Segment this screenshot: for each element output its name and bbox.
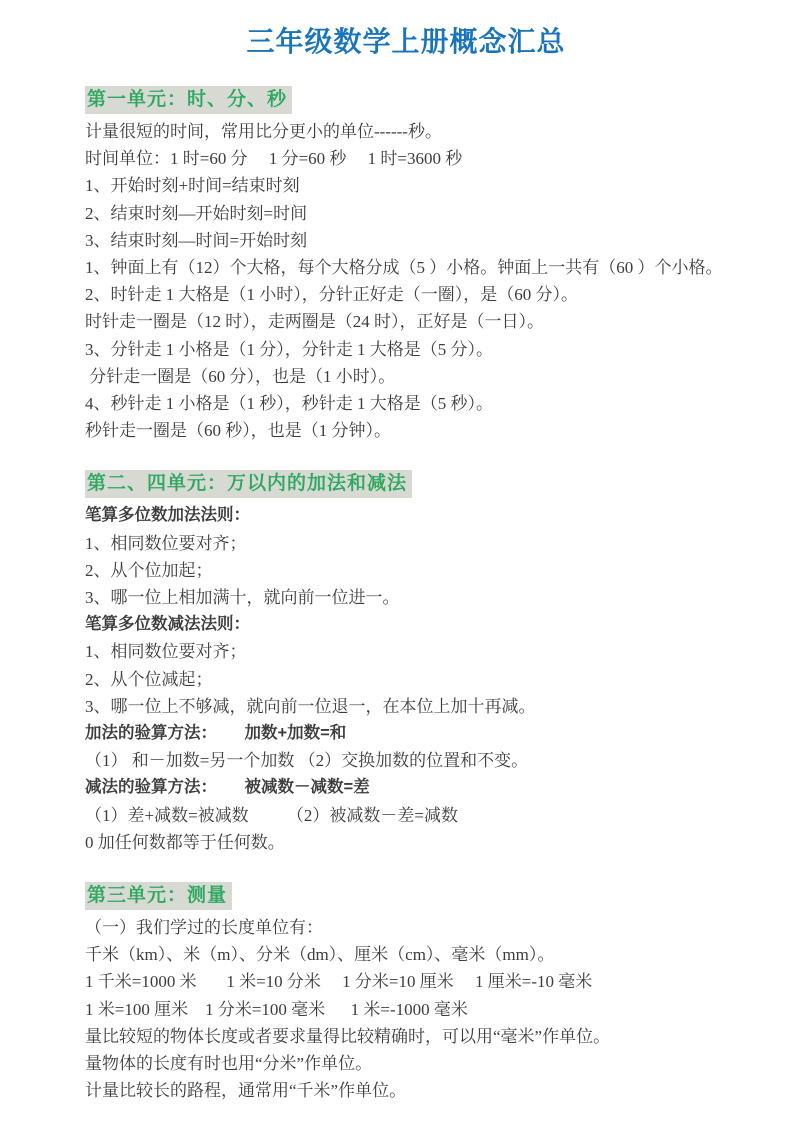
text-line: 量物体的长度有时也用“分米”作单位。 [85, 1054, 373, 1074]
text-line: 1、相同数位要对齐； [85, 642, 247, 662]
text-line: 量比较短的物体长度或者要求量得比较精确时，可以用“毫米”作单位。 [85, 1026, 611, 1046]
text-line: 0 加任何数都等于任何数。 [85, 832, 285, 852]
text-line: 千米（km）、米（m）、分米（dm）、厘米（cm）、毫米（mm）。 [85, 945, 555, 965]
sections-container [85, 86, 757, 1105]
text-line: 加法的验算方法： 加数+加数=和 [85, 724, 347, 743]
text-line: 4、秒针走 1 小格是（1 秒），秒针走 1 大格是（5 秒）。 [85, 394, 493, 414]
text-line: 笔算多位数加法法则： [85, 506, 250, 525]
text-line: 1 千米=1000 米 1 米=10 分米 1 分米=10 厘米 1 厘米=-10 毫米 [85, 972, 593, 992]
text-line: 计量很短的时间，常用比分更小的单位------秒。 [85, 122, 442, 141]
text-line: 2、从个位减起； [85, 669, 213, 689]
text-line: （1） 和－加数=另一个加数 （2）交换加数的位置和不变。 [85, 751, 529, 771]
unit-header: 第一单元：时、分、秒 [85, 86, 292, 114]
text-line: 分针走一圈是（60 分），也是（1 小时）。 [85, 366, 396, 386]
text-line: （一）我们学过的长度单位有： [85, 918, 323, 938]
unit-header: 第三单元：测量 [85, 882, 232, 910]
text-line: 1、相同数位要对齐； [85, 533, 247, 553]
text-line: 3、哪一位上相加满十，就向前一位进一。 [85, 588, 400, 608]
text-line: 2、结束时刻—开始时刻=时间 [85, 203, 308, 223]
text-line: 1、钟面上有（12）个大格，每个大格分成（5 ）小格。钟面上一共有（60 ）个小格。 [85, 258, 723, 278]
text-line: 1 米=100 厘米 1 分米=100 毫米 1 米=-1000 毫米 [85, 999, 468, 1019]
text-line: 2、从个位加起； [85, 560, 213, 580]
text-line: 3、分针走 1 小格是（1 分），分针走 1 大格是（5 分）。 [85, 339, 493, 359]
unit-section [85, 470, 757, 856]
unit-section [85, 86, 757, 444]
text-line: 减法的验算方法： 被减数－减数=差 [85, 778, 370, 797]
text-line: 计量比较长的路程，通常用“千米”作单位。 [85, 1081, 407, 1101]
unit-header: 第二、四单元：万以内的加法和减法 [85, 470, 412, 498]
text-line: 秒针走一圈是（60 秒），也是（1 分钟）。 [85, 421, 391, 441]
text-line: 1、开始时刻+时间=结束时刻 [85, 176, 300, 196]
text-line: 笔算多位数减法法则： [85, 615, 250, 634]
text-line: （1）差+减数=被减数 （2）被减数－差=减数 [85, 805, 459, 825]
text-line: 2、时针走 1 大格是（1 小时），分针正好走（一圈），是（60 分）。 [85, 285, 578, 305]
unit-section [85, 882, 757, 1104]
page-title: 三年级数学上册概念汇总 [246, 26, 566, 57]
text-line: 时间单位：1 时=60 分 1 分=60 秒 1 时=3600 秒 [85, 149, 463, 169]
text-line: 3、结束时刻—时间=开始时刻 [85, 230, 308, 250]
text-line: 3、哪一位上不够减，就向前一位退一，在本位上加十再减。 [85, 696, 536, 716]
text-line: 时针走一圈是（12 时），走两圈是（24 时），正好是（一日）。 [85, 312, 544, 332]
